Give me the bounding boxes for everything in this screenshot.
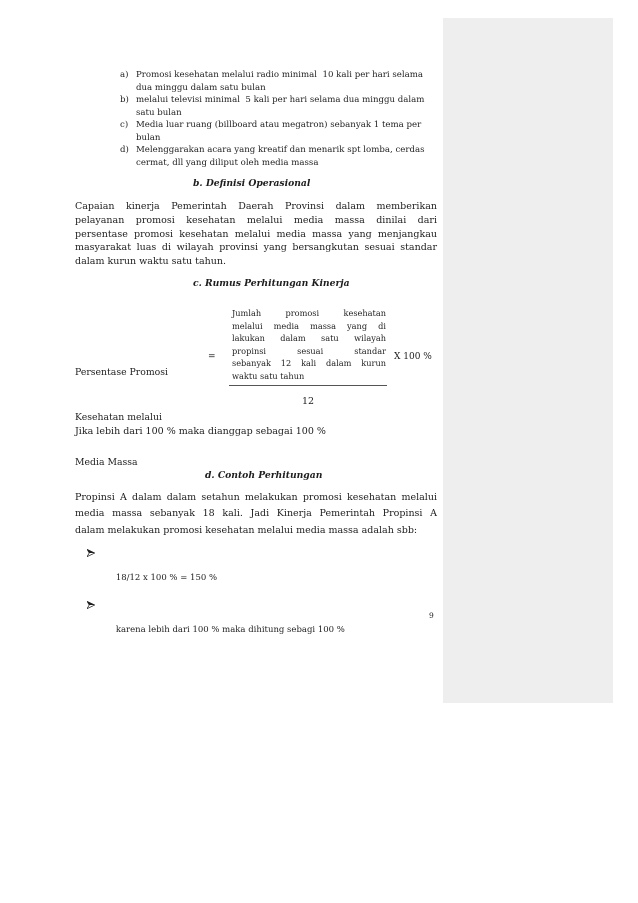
section-heading-definisi: b. Definisi Operasional <box>193 178 311 189</box>
arrow-bullet-icon <box>87 601 95 609</box>
list-item-line: Media luar ruang (billboard atau megatron) sebanyak 1 tema per <box>136 120 422 130</box>
formula-note: Jika lebih dari 100 % maka dianggap sebagai 100 % <box>75 426 326 437</box>
list-item-line: bulan <box>136 132 161 143</box>
formula-label-line: Media Massa <box>75 456 138 468</box>
list-marker: c) <box>120 120 129 130</box>
list-item-line: Melenggarakan acara yang kreatif dan menarik spt lomba, cerdas <box>136 145 425 155</box>
paragraph-line: pelayanan promosi kesehatan melalui media massa dinilai dari <box>75 214 437 226</box>
paragraph-line: dalam kurun waktu satu tahun. <box>75 256 227 267</box>
bullet-list <box>87 546 437 650</box>
list-item <box>120 94 440 119</box>
section-heading-contoh: d. Contoh Perhitungan <box>205 470 323 481</box>
list-marker: b) <box>120 95 129 105</box>
list-marker: a) <box>120 70 129 80</box>
page-number: 9 <box>429 611 434 620</box>
list-item-line: dua minggu dalam satu bulan <box>136 82 266 93</box>
formula-denominator: 12 <box>301 396 315 407</box>
list-item-line: satu bulan <box>136 107 182 118</box>
formula-label-line: Kesehatan melalui <box>75 411 162 423</box>
criteria-list <box>120 69 440 169</box>
formula-equals-sign: = <box>208 352 216 362</box>
numerator-line: waktu satu tahun <box>232 370 305 381</box>
definisi-paragraph <box>75 200 437 269</box>
contoh-paragraph <box>75 490 437 540</box>
bullet-item <box>87 598 437 650</box>
numerator-line: lakukan dalam satu wilayah <box>232 333 386 344</box>
section-heading-rumus: c. Rumus Perhitungan Kinerja <box>193 278 350 289</box>
comment-pane <box>443 18 613 703</box>
paragraph-line: media massa sebanyak 18 kali. Jadi Kinerja Pemerintah Propinsi A <box>75 508 437 520</box>
paragraph-line: masyarakat luas di wilayah provinsi yang bersangkutan sesuai standar <box>75 242 437 254</box>
list-item-line: cermat, dll yang diliput oleh media massa <box>136 157 319 168</box>
numerator-line: propinsi sesuai standar <box>232 345 386 356</box>
list-item <box>120 119 440 144</box>
arrow-bullet-icon <box>87 549 95 557</box>
formula-label-line: Persentase Promosi <box>75 366 169 378</box>
paragraph-line: persentase promosi kesehatan melalui media massa yang menjangkau <box>75 228 437 240</box>
paragraph-line: dalam melakukan promosi kesehatan melalui media massa adalah sbb: <box>75 525 418 537</box>
formula-label <box>75 335 168 485</box>
numerator-line: melalui media massa yang di <box>232 320 386 331</box>
paragraph-line: Propinsi A dalam dalam setahun melakukan promosi kesehatan melalui <box>75 491 437 503</box>
paragraph-line: Capaian kinerja Pemerintah Daerah Provinsi dalam memberikan <box>75 201 437 212</box>
formula-numerator <box>232 307 386 383</box>
numerator-line: Jumlah promosi kesehatan <box>232 308 386 318</box>
bullet-item <box>87 546 437 598</box>
list-item <box>120 69 440 94</box>
fraction-bar <box>229 385 387 386</box>
bullet-text: 18/12 x 100 % = 150 % <box>115 573 218 583</box>
formula-multiplier: X 100 % <box>394 352 432 362</box>
list-item-line: melalui televisi minimal 5 kali per hari selama dua minggu dalam <box>136 95 425 105</box>
list-item-line: Promosi kesehatan melalui radio minimal 10 kali per hari selama <box>136 70 424 80</box>
bullet-text: karena lebih dari 100 % maka dihitung sebagi 100 % <box>115 625 345 635</box>
list-item <box>120 144 440 169</box>
list-marker: d) <box>120 145 129 155</box>
numerator-line: sebanyak 12 kali dalam kurun <box>232 358 386 369</box>
